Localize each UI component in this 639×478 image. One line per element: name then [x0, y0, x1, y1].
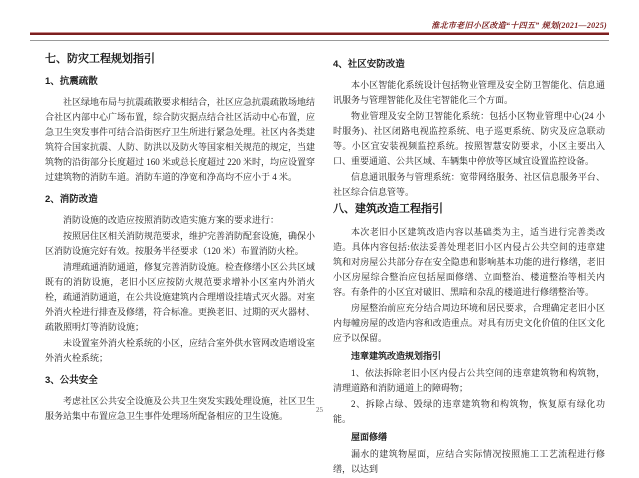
page-number: 25: [316, 406, 323, 414]
paragraph-demolish-illegal-structures: 1、依法拆除老旧小区内侵占公共空间的违章建筑物和构筑物，清理道路和消防通道上的障碍物；: [333, 368, 605, 393]
paragraph-fire-plan-requirement: 消防设施的改造应按照消防改造实施方案的要求进行：: [63, 215, 280, 225]
subheading-seismic-evacuation: 1、抗震疏散: [45, 76, 98, 87]
paragraph-fire-passage-clearing: 清理疏通消防通道，修复完善消防设施。检查修缮小区公共区域既有的消防设施，老旧小区应按防火规范要求增补小区室内外消火栓，疏通消防通道，在公共设施建筑内合理增设挂墙式灭火器。对室外消火栓进行排查及修缮，符合标准。更换老旧、过期的灭火器材、疏散照明灯等消防设施；: [45, 262, 316, 332]
paragraph-roof-repair: 漏水的建筑物屋面，应结合实际情况按照施工工艺流程进行修缮，以达到: [333, 449, 605, 474]
paragraph-public-safety: 考虑社区公共安全设施及公共卫生突发实践处理设施，社区卫生服务站集中布置应急卫生事件处理场所配备相应的卫生设施。: [45, 396, 316, 421]
section-heading-building-renovation: 八、建筑改造工程指引: [333, 203, 443, 215]
document-header-title: 淮北市老旧小区改造“十四五” 规划(2021—2025): [431, 21, 607, 30]
subheading-illegal-construction: 违章建筑改造规划指引: [351, 351, 442, 361]
paragraph-fire-code-hydrants: 按照居住区相关消防规范要求，维护完善消防配套设施，确保小区消防设施完好有效。按服务半径要求（120 米）布置消防火栓。: [45, 231, 316, 256]
paragraph-seismic-evacuation: 社区绿地布局与抗震疏散要求相结合，社区应急抗震疏散场地结合社区内部中心广场布置，综合防灾据点结合社区活动中心布置，应急卫生突发事件可结合沿街医疗卫生所进行紧急处理。社区内各类建筑符合国家抗震、人防、防洪以及防火等国家相关规范的规定，当建筑物的沿街部分长度超过 160 米或总长度超过 220 米时，均应设置穿过建筑物的消防车道。消防车道的净宽和净高均不应小于 4 米。: [45, 97, 316, 182]
subheading-fire-renovation: 2、消防改造: [45, 194, 98, 205]
paragraph-intelligent-system-overview: 本小区智能化系统设计包括物业管理及安全防卫智能化、信息通讯服务与管理智能化及住宅智能化三个方面。: [333, 80, 605, 105]
header-rule-secondary: [30, 40, 609, 41]
paragraph-building-renovation-scope: 本次老旧小区建筑改造内容以基础类为主，适当进行完善类改造。具体内容包括:依法妥善处理老旧小区内侵占公共空间的违章建筑和对房屋公共部分存在安全隐患和影响基本功能的进行修缮，老旧小区房屋综合整治应包括屋面修缮、立面整治、楼道整治等相关内容。有条件的小区宜对破旧、黑暗和杂乱的楼道进行修缮整治等。: [333, 227, 605, 297]
paragraph-outdoor-hydrant-system: 未设置室外消火栓系统的小区，应结合室外供水管网改造增设室外消火栓系统；: [45, 338, 316, 363]
section-heading-disaster-prevention: 七、防灾工程规划指引: [45, 53, 155, 65]
paragraph-information-service-system: 信息通讯服务与管理系统：宽带网络服务、社区信息服务平台、社区综合信息管等。: [333, 172, 605, 197]
subheading-public-safety: 3、公共安全: [45, 375, 98, 386]
subheading-community-security: 4、社区安防改造: [333, 59, 405, 70]
paragraph-property-security-system: 物业管理及安全防卫智能化系统：包括小区物业管理中心(24 小时服务)、社区闭路电视监控系统、电子巡更系统、防灾及应急联动等。小区宜安装视频监控系统。按照智慧安防要求，小区主要出入口、重要通道、公共区域、车辆集中停放等区域宜设置监控设备。: [333, 111, 605, 166]
paragraph-restore-greenery: 2、拆除占绿、毁绿的违章建筑物和构筑物，恢复原有绿化功能。: [333, 399, 605, 424]
paragraph-renovation-priorities: 房屋整治前应充分结合周边环境和居民要求，合理确定老旧小区内每幢房屋的改造内容和改造重点。对具有历史文化价值的住区文化应予以保留。: [333, 303, 605, 343]
header-rule-primary: [30, 32, 609, 35]
subheading-roof-repair: 屋面修缮: [351, 432, 388, 442]
left-column: [45, 50, 315, 425]
